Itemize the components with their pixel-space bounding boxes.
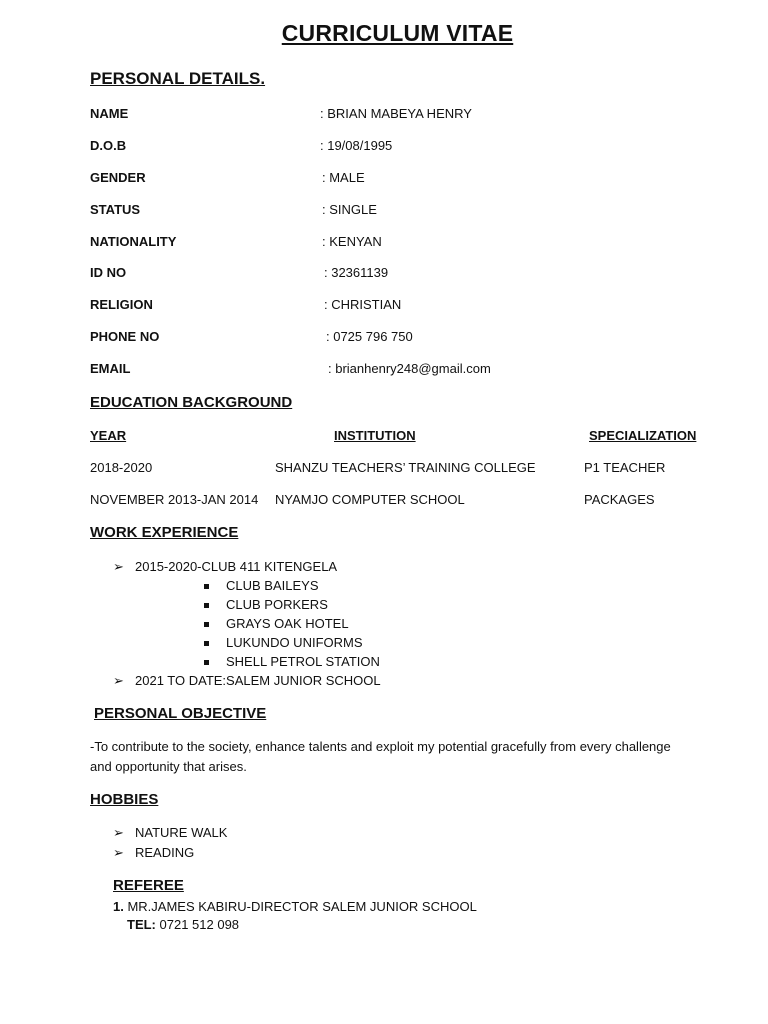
- status-label: STATUS: [90, 202, 141, 217]
- objective-text: -To contribute to the society, enhance talents and exploit my potential gracefully from every challenge and opportunity that arises.: [90, 739, 671, 774]
- square-bullet-icon: [204, 641, 209, 646]
- education-row-1-year: 2018-2020: [90, 460, 153, 475]
- education-col-specialization: SPECIALIZATION: [589, 428, 697, 443]
- work-subitem: SHELL PETROL STATION: [226, 654, 380, 669]
- work-subitem: LUKUNDO UNIFORMS: [226, 635, 363, 650]
- work-subitem: CLUB PORKERS: [226, 597, 328, 612]
- nationality-value: : KENYAN: [322, 234, 382, 249]
- referee-name: MR.JAMES KABIRU-DIRECTOR SALEM JUNIOR SCHOOL: [127, 899, 477, 914]
- work-subitem: GRAYS OAK HOTEL: [226, 616, 349, 631]
- education-row-2-institution: NYAMJO COMPUTER SCHOOL: [275, 492, 465, 507]
- nationality-label: NATIONALITY: [90, 234, 177, 249]
- hobby-item: NATURE WALK: [135, 825, 228, 840]
- work-item-salem: 2021 TO DATE:SALEM JUNIOR SCHOOL: [135, 673, 381, 688]
- square-bullet-icon: [204, 603, 209, 608]
- work-item-club-411: 2015-2020-CLUB 411 KITENGELA: [135, 559, 338, 574]
- work-experience-heading: WORK EXPERIENCE: [90, 524, 239, 541]
- referee-tel-label: TEL:: [127, 917, 156, 932]
- work-subitem: CLUB BAILEYS: [226, 578, 319, 593]
- email-value: : brianhenry248@gmail.com: [328, 361, 491, 376]
- arrow-bullet-icon: ➢: [113, 845, 124, 860]
- square-bullet-icon: [204, 660, 209, 665]
- arrow-bullet-icon: ➢: [113, 559, 124, 574]
- religion-label: RELIGION: [90, 297, 153, 312]
- cv-title: CURRICULUM VITAE: [281, 20, 514, 46]
- phone-label: PHONE NO: [90, 329, 160, 344]
- id-no-value: : 32361139: [324, 265, 389, 280]
- education-row-2-year: NOVEMBER 2013-JAN 2014: [90, 492, 259, 507]
- education-row-1-institution: SHANZU TEACHERS’ TRAINING COLLEGE: [275, 460, 536, 475]
- education-col-year: YEAR: [90, 428, 127, 443]
- name-label: NAME: [90, 106, 129, 121]
- referee-number: 1.: [113, 899, 124, 914]
- dob-value: : 19/08/1995: [320, 138, 393, 153]
- dob-label: D.O.B: [90, 138, 127, 153]
- objective-heading: PERSONAL OBJECTIVE: [94, 705, 267, 722]
- referee-line: [113, 899, 477, 914]
- square-bullet-icon: [204, 622, 209, 627]
- gender-label: GENDER: [90, 170, 146, 185]
- name-value: : BRIAN MABEYA HENRY: [320, 106, 472, 121]
- referee-heading: REFEREE: [113, 877, 184, 894]
- arrow-bullet-icon: ➢: [113, 825, 124, 840]
- referee-tel: 0721 512 098: [159, 917, 240, 932]
- id-no-label: ID NO: [90, 265, 127, 280]
- referee-tel-line: [127, 917, 239, 932]
- hobbies-heading: HOBBIES: [90, 791, 159, 808]
- email-label: EMAIL: [90, 361, 131, 376]
- status-value: : SINGLE: [322, 202, 377, 217]
- personal-details-heading: PERSONAL DETAILS.: [90, 69, 266, 88]
- gender-value: : MALE: [322, 170, 365, 185]
- hobby-item: READING: [135, 845, 195, 860]
- education-heading: EDUCATION BACKGROUND: [90, 394, 293, 411]
- phone-value: : 0725 796 750: [326, 329, 413, 344]
- education-row-1-specialization: P1 TEACHER: [584, 460, 666, 475]
- education-col-institution: INSTITUTION: [334, 428, 416, 443]
- education-row-2-specialization: PACKAGES: [584, 492, 655, 507]
- square-bullet-icon: [204, 584, 209, 589]
- arrow-bullet-icon: ➢: [113, 673, 124, 688]
- religion-value: : CHRISTIAN: [324, 297, 402, 312]
